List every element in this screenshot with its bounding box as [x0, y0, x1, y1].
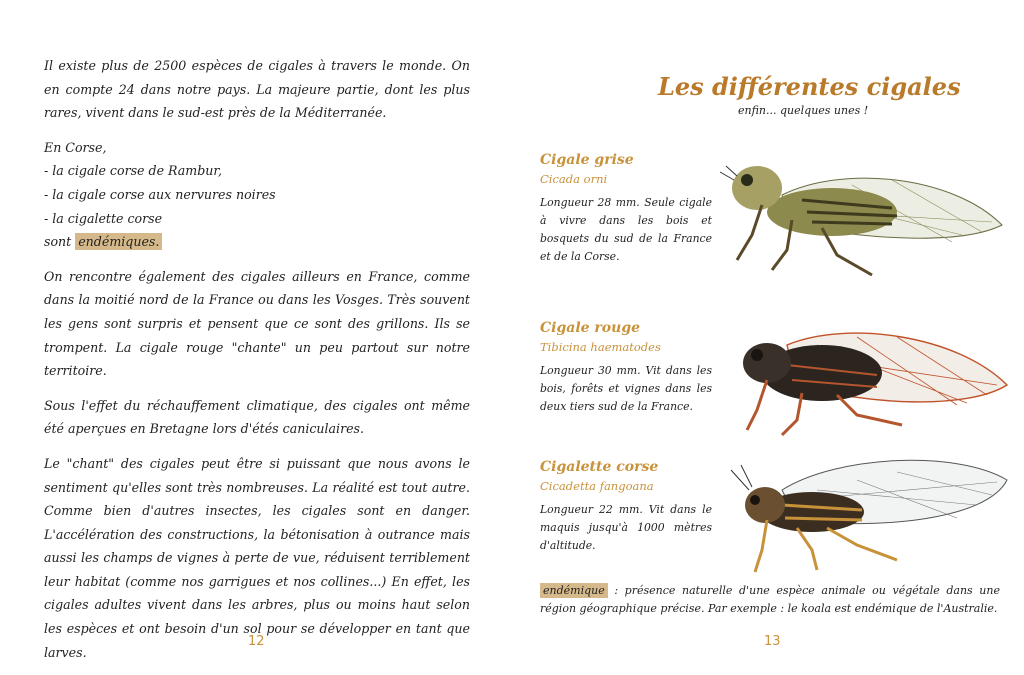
left-page-text: [44, 54, 470, 675]
species-description: Longueur 22 mm. Vit dans le maquis jusqu'à 1000 mètres d'altitude.: [540, 503, 712, 552]
definition-term: endémique: [540, 583, 608, 598]
page-number-right: 13: [764, 634, 781, 649]
definition-text: : présence naturelle d'une espèce animale ou végétale dans une région géographique précise. Par exemple : le koala est endémique de l'Australie.: [540, 584, 1000, 615]
corse-list-item: - la cigale corse aux nervures noires: [44, 186, 276, 202]
cigale-rouge-illustration: [727, 315, 1012, 440]
left-page: [0, 0, 512, 664]
cigale-grise-illustration: [712, 150, 1012, 280]
species-name: Cigale grise: [540, 152, 634, 168]
endemic-prefix: sont: [44, 234, 72, 250]
page-number-left: 12: [248, 634, 265, 649]
species-latin-name: Cicadetta fangoana: [540, 479, 654, 493]
cigalette-corse-illustration: [727, 450, 1012, 575]
corse-list-item: - la cigale corse de Rambur,: [44, 163, 223, 179]
endemic-line: [44, 230, 470, 254]
species-latin-name: Tibicina haematodes: [540, 340, 661, 354]
page-subtitle: enfin... quelques unes !: [738, 104, 869, 117]
corse-list-item: - la cigalette corse: [44, 210, 163, 226]
species-name: Cigale rouge: [540, 320, 641, 336]
endemic-highlight: endémiques.: [75, 233, 162, 250]
paragraph-elsewhere: On rencontre également des cigales ailleurs en France, comme dans la moitié nord de la France ou dans les Vosges. Très souvent les gens sont surpris et pensent que ce sont des grillons. Ils se trompent. La cigale rouge "chante" un peu partout sur notre territoire.: [44, 268, 470, 379]
definition-endemique: [540, 582, 1000, 618]
species-description: Longueur 28 mm. Seule cigale à vivre dans les bois et bosquets du sud de la France et de la Corse.: [540, 196, 712, 263]
corse-list: [44, 136, 470, 254]
species-description: Longueur 30 mm. Vit dans les bois, forêts et vignes dans les deux tiers sud de la France.: [540, 364, 712, 413]
species-cigale-rouge: [540, 320, 712, 416]
intro-paragraph: Il existe plus de 2500 espèces de cigales à travers le monde. On en compte 24 dans notre pays. La majeure partie, dont les plus rares, vivent dans le sud-est près de la Méditerranée.: [44, 58, 470, 121]
species-cigale-grise: [540, 152, 712, 266]
species-cigalette-corse: [540, 459, 712, 555]
paragraph-danger: Le "chant" des cigales peut être si puissant que nous avons le sentiment qu'elles sont très nombreuses. La réalité est tout autre. Comme bien d'autres insectes, les cigales sont en danger. L'accélération des constructions, la bétonisation à outrance mais aussi les champs de vignes à perte de vue, réduisent terriblement leur habitat (comme nos garrigues et nos collines...) En effet, les cigales adultes vivent dans les arbres, plus ou moins haut selon les espèces et ont besoin d'un sol pour se développer en tant que larves.: [44, 455, 470, 660]
paragraph-climate: Sous l'effet du réchauffement climatique, des cigales ont même été aperçues en Bretagne lors d'étés caniculaires.: [44, 397, 470, 437]
page-title: Les différentes cigales: [658, 72, 961, 101]
species-name: Cigalette corse: [540, 459, 659, 475]
species-latin-name: Cicada orni: [540, 172, 608, 186]
right-page: [512, 0, 1024, 664]
corse-intro: En Corse,: [44, 139, 107, 155]
